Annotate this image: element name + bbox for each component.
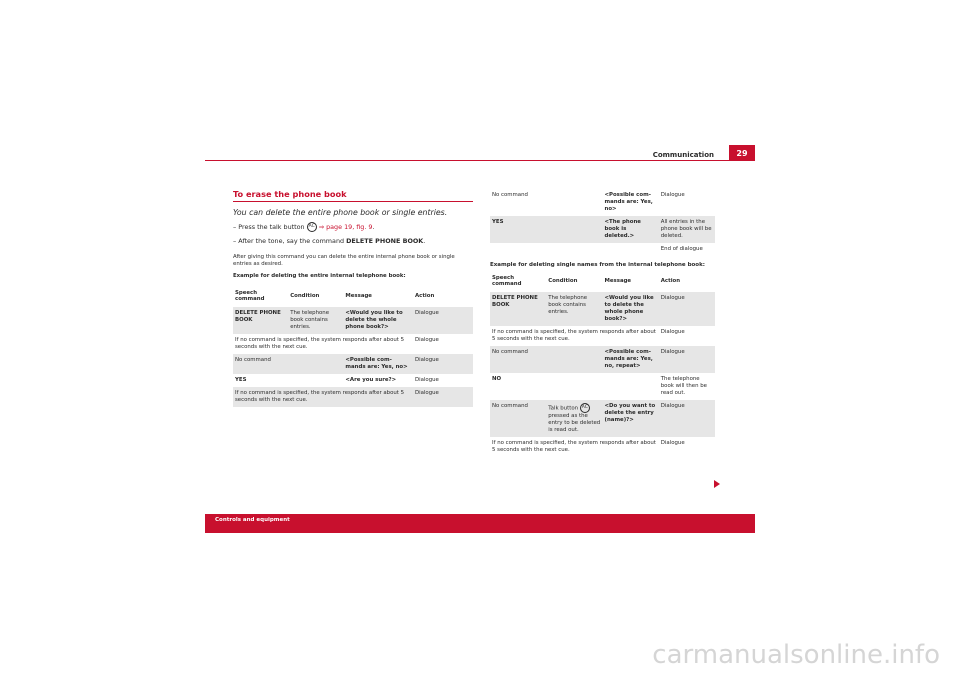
- cell-condition: [546, 373, 602, 400]
- cell-speech-command: DELETE PHONE BOOK: [233, 306, 288, 334]
- delete-all-table-continued: [490, 189, 715, 256]
- table-row: [490, 346, 715, 373]
- cell-condition: The telephone book contains entries.: [546, 291, 602, 326]
- cell-condition: [546, 216, 602, 243]
- footer-bar: [205, 514, 755, 533]
- cell-message: <The phone book is deleted.>: [603, 216, 659, 243]
- table-row: [490, 216, 715, 243]
- header-condition: Condition: [546, 272, 602, 291]
- cell-action: Dialogue: [659, 346, 715, 373]
- cell-action: End of dialogue: [660, 246, 703, 253]
- cell-speech-command: NO: [492, 376, 502, 383]
- step-1-suffix: .: [372, 223, 375, 231]
- section-subtitle: You can delete the entire phone book or single entries.: [233, 208, 448, 217]
- header-action: Action: [659, 272, 715, 291]
- cell-action: All entries in the phone book will be deleted.: [659, 216, 715, 243]
- section-title: To erase the phone book: [233, 189, 473, 202]
- step-2-text: – After the tone, say the command: [233, 237, 345, 245]
- cell-action: Dialogue: [413, 387, 473, 407]
- table-caption-single: Example for deleting single names from the internal telephone book:: [490, 262, 705, 269]
- cell-note: If no command is specified, the system responds after about 5 seconds with the next cue.: [233, 387, 413, 407]
- table-row: [233, 387, 473, 407]
- step-2-suffix: .: [423, 237, 426, 245]
- cell-action: Dialogue: [659, 400, 715, 437]
- right-column: [490, 189, 715, 457]
- cell-action: Dialogue: [660, 329, 685, 336]
- footer-text: Controls and equipment: [215, 517, 290, 523]
- cell-speech-command: No command: [490, 400, 546, 437]
- header-title: Communication: [652, 151, 714, 159]
- step-2-command: DELETE PHONE BOOK: [346, 237, 424, 245]
- watermark: carmanualsonline.info: [652, 640, 940, 670]
- header-speech-command: Speech command: [490, 272, 546, 291]
- table-row: [490, 373, 715, 400]
- cell-message: [603, 373, 659, 400]
- step-2: [233, 237, 473, 245]
- table-row: [233, 354, 473, 374]
- header-speech-command: Speech command: [233, 287, 288, 306]
- cell-condition: [288, 354, 343, 374]
- condition-text-2: pressed as the entry to be deleted is read out.: [548, 413, 601, 434]
- cell-action: Dialogue: [660, 192, 685, 198]
- cell-speech-command: YES: [235, 376, 247, 383]
- cell-message: [603, 243, 659, 256]
- table-header-row: [490, 272, 715, 291]
- header-action: Action: [413, 287, 473, 306]
- cell-condition: The telephone book contains entries.: [288, 306, 343, 334]
- cell-note: If no command is specified, the system responds after about 5 seconds with the next cue.: [492, 329, 656, 343]
- table-caption: Example for deleting the entire internal telephone book:: [233, 272, 406, 279]
- table-row: [233, 374, 473, 387]
- cell-condition: [546, 189, 602, 216]
- table-row: [233, 334, 473, 354]
- cell-note: If no command is specified, the system responds after about 5 seconds with the next cue.: [492, 440, 656, 454]
- table-row: [490, 291, 715, 326]
- cell-condition: [288, 374, 343, 387]
- cell-speech-command: DELETE PHONE BOOK: [490, 291, 546, 326]
- cell-message: <Possible com-mands are: Yes, no>: [604, 192, 653, 213]
- header-message: Message: [343, 287, 413, 306]
- cell-speech-command: No command: [233, 354, 288, 374]
- table-row: [490, 437, 715, 457]
- cell-note: If no command is specified, the system responds after about 5 seconds with the next cue.: [235, 336, 405, 350]
- cell-message: <Are you sure?>: [345, 376, 397, 383]
- cell-action: Dialogue: [414, 336, 439, 343]
- cell-action: Dialogue: [413, 306, 473, 334]
- cell-condition: [546, 346, 602, 373]
- continue-arrow-icon: [714, 480, 720, 488]
- table-row: [490, 400, 715, 437]
- step-1-text: – Press the talk button: [233, 223, 305, 231]
- table-row: [233, 306, 473, 334]
- cell-condition: [546, 243, 602, 256]
- cell-message: <Possible com-mands are: Yes, no, repeat>: [603, 346, 659, 373]
- page-number: 29: [729, 145, 755, 161]
- cell-message: <Possible com-mands are: Yes, no>: [343, 354, 413, 374]
- cell-speech-command: [490, 243, 546, 256]
- header-condition: Condition: [288, 287, 343, 306]
- cell-message: <Would you like to delete the whole phone book?>: [343, 306, 413, 334]
- talk-button-icon: AC: [580, 403, 590, 413]
- cell-action: The telephone book will then be read out.: [660, 376, 707, 397]
- talk-button-icon: AC: [307, 222, 317, 232]
- delete-all-table: [233, 287, 473, 407]
- table-header-row: [233, 287, 473, 306]
- cell-action: Dialogue: [659, 291, 715, 326]
- condition-text: Talk button: [548, 405, 579, 412]
- cell-condition: [546, 400, 602, 437]
- cell-speech-command: No command: [492, 192, 528, 198]
- header-message: Message: [603, 272, 659, 291]
- table-row: [490, 243, 715, 256]
- step-1: [233, 222, 473, 232]
- cell-action: Dialogue: [414, 376, 439, 383]
- table-row: [490, 189, 715, 216]
- left-column: [233, 189, 473, 407]
- table-row: [490, 326, 715, 346]
- cell-speech-command: YES: [490, 216, 546, 243]
- cell-speech-command: No command: [490, 346, 546, 373]
- cell-message: <Would you like to delete the whole phone book?>: [603, 291, 659, 326]
- cell-action: Dialogue: [413, 354, 473, 374]
- header-rule: [205, 160, 755, 161]
- cell-action: Dialogue: [660, 440, 685, 447]
- delete-single-table: [490, 272, 715, 457]
- intro-paragraph: After giving this command you can delete the entire internal phone book or single entries as desired.: [233, 254, 455, 268]
- page-reference-link[interactable]: ⇒ page 19, fig. 9: [318, 223, 373, 231]
- cell-message: <Do you want to delete the entry (name)?>: [603, 400, 659, 437]
